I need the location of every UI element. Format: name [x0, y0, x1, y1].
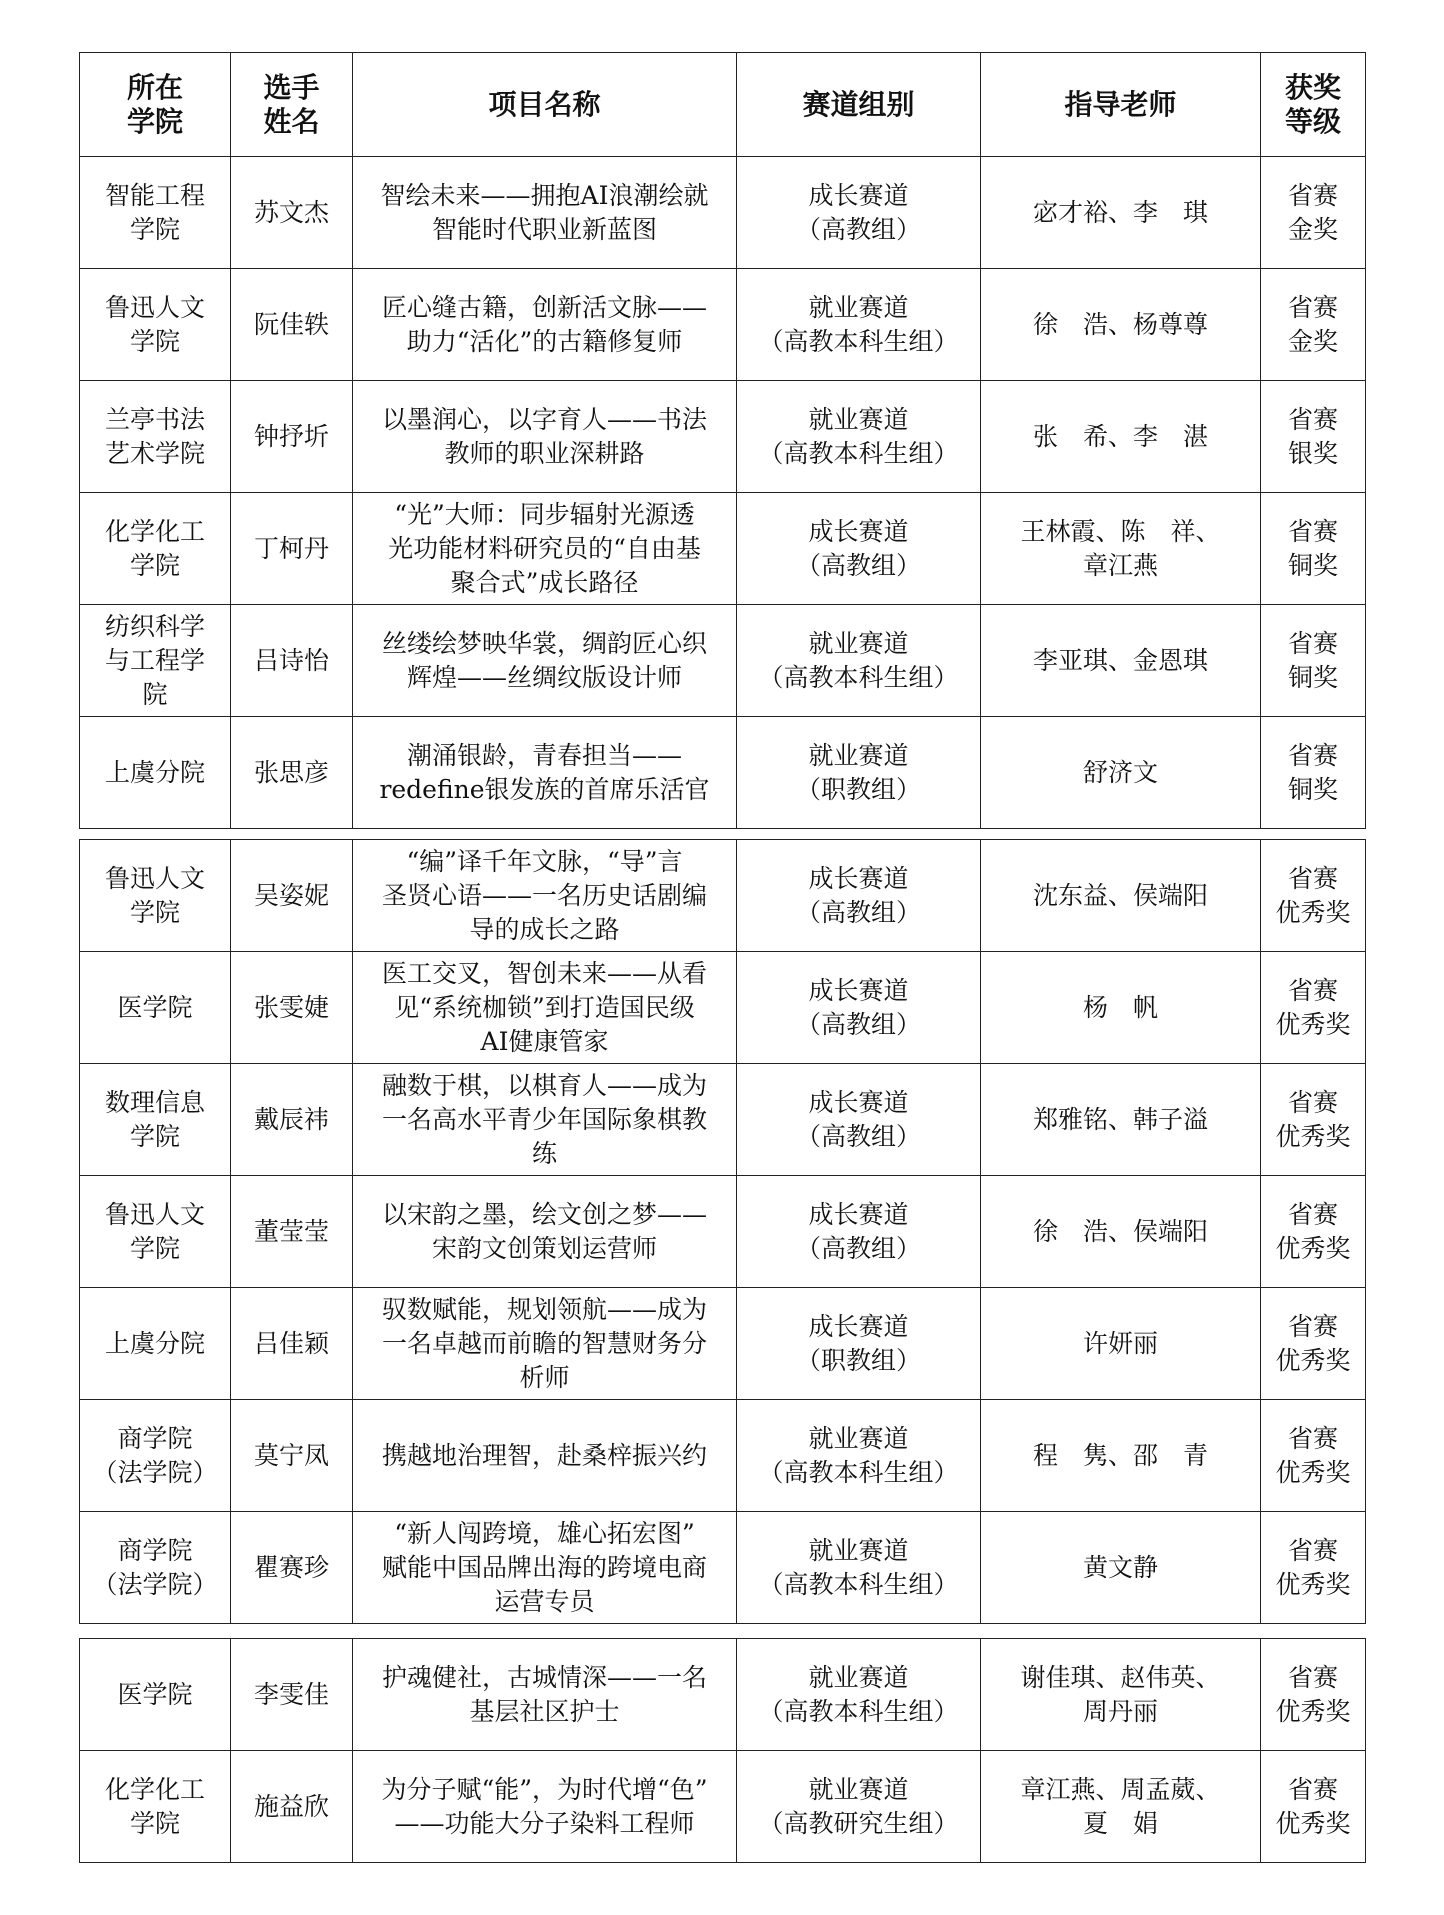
- table-row: [80, 1639, 1366, 1751]
- table-row: [80, 1512, 1366, 1624]
- teacher-cell: 谢佳琪、赵伟英、 周丹丽: [981, 1639, 1261, 1751]
- teacher-cell: 王林霞、陈 祥、 章江燕: [981, 493, 1261, 605]
- college-cell: 上虞分院: [80, 717, 231, 829]
- table-row: [80, 493, 1366, 605]
- name-cell: 莫宁凤: [231, 1400, 353, 1512]
- project-cell: “编”译千年文脉，“导”言 圣贤心语——一名历史话剧编 导的成长之路: [353, 840, 737, 952]
- project-cell: 驭数赋能，规划领航——成为 一名卓越而前瞻的智慧财务分 析师: [353, 1288, 737, 1400]
- college-cell: 数理信息 学院: [80, 1064, 231, 1176]
- teacher-cell: 徐 浩、侯端阳: [981, 1176, 1261, 1288]
- college-cell: 智能工程 学院: [80, 157, 231, 269]
- table-row: [80, 381, 1366, 493]
- award-cell: 省赛 优秀奖: [1261, 1751, 1366, 1863]
- award-cell: 省赛 优秀奖: [1261, 840, 1366, 952]
- track-cell: 就业赛道 （高教研究生组）: [737, 1751, 981, 1863]
- table-row: [80, 1064, 1366, 1176]
- teacher-cell: 章江燕、周孟葳、 夏 娟: [981, 1751, 1261, 1863]
- header-track: 赛道组别: [737, 53, 981, 157]
- track-cell: 就业赛道 （职教组）: [737, 717, 981, 829]
- award-cell: 省赛 优秀奖: [1261, 1400, 1366, 1512]
- project-cell: 医工交叉，智创未来——从看 见“系统枷锁”到打造国民级 AI健康管家: [353, 952, 737, 1064]
- table-row: [80, 1176, 1366, 1288]
- name-cell: 李雯佳: [231, 1639, 353, 1751]
- project-cell: 以宋韵之墨，绘文创之梦—— 宋韵文创策划运营师: [353, 1176, 737, 1288]
- teacher-cell: 张 希、李 湛: [981, 381, 1261, 493]
- track-cell: 成长赛道 （高教组）: [737, 493, 981, 605]
- teacher-cell: 李亚琪、金恩琪: [981, 605, 1261, 717]
- college-cell: 化学化工 学院: [80, 1751, 231, 1863]
- award-cell: 省赛 铜奖: [1261, 717, 1366, 829]
- track-cell: 成长赛道 （高教组）: [737, 840, 981, 952]
- award-cell: 省赛 金奖: [1261, 157, 1366, 269]
- award-cell: 省赛 优秀奖: [1261, 1176, 1366, 1288]
- project-cell: “光”大师：同步辐射光源透 光功能材料研究员的“自由基 聚合式”成长路径: [353, 493, 737, 605]
- track-cell: 成长赛道 （职教组）: [737, 1288, 981, 1400]
- name-cell: 吕诗怡: [231, 605, 353, 717]
- track-cell: 就业赛道 （高教本科生组）: [737, 269, 981, 381]
- track-cell: 就业赛道 （高教本科生组）: [737, 1400, 981, 1512]
- college-cell: 纺织科学 与工程学 院: [80, 605, 231, 717]
- project-cell: 智绘未来——拥抱AI浪潮绘就 智能时代职业新蓝图: [353, 157, 737, 269]
- teacher-cell: 沈东益、侯端阳: [981, 840, 1261, 952]
- teacher-cell: 黄文静: [981, 1512, 1261, 1624]
- name-cell: 瞿赛珍: [231, 1512, 353, 1624]
- college-cell: 鲁迅人文 学院: [80, 269, 231, 381]
- track-cell: 就业赛道 （高教本科生组）: [737, 605, 981, 717]
- award-cell: 省赛 金奖: [1261, 269, 1366, 381]
- header-project: 项目名称: [353, 53, 737, 157]
- teacher-cell: 杨 帆: [981, 952, 1261, 1064]
- award-table-part-2: [79, 839, 1366, 1624]
- project-cell: 丝缕绘梦映华裳，绸韵匠心织 辉煌——丝绸纹版设计师: [353, 605, 737, 717]
- project-cell: 以墨润心，以字育人——书法 教师的职业深耕路: [353, 381, 737, 493]
- table-row: [80, 840, 1366, 952]
- track-cell: 成长赛道 （高教组）: [737, 1064, 981, 1176]
- award-cell: 省赛 铜奖: [1261, 605, 1366, 717]
- project-cell: 融数于棋，以棋育人——成为 一名高水平青少年国际象棋教 练: [353, 1064, 737, 1176]
- track-cell: 成长赛道 （高教组）: [737, 952, 981, 1064]
- college-cell: 鲁迅人文 学院: [80, 840, 231, 952]
- table-row: [80, 1751, 1366, 1863]
- project-cell: 为分子赋“能”，为时代增“色” ——功能大分子染料工程师: [353, 1751, 737, 1863]
- project-cell: 携越地治理智，赴桑梓振兴约: [353, 1400, 737, 1512]
- header-college: 所在 学院: [80, 53, 231, 157]
- teacher-cell: 许妍丽: [981, 1288, 1261, 1400]
- table-row: [80, 157, 1366, 269]
- teacher-cell: 程 隽、邵 青: [981, 1400, 1261, 1512]
- track-cell: 就业赛道 （高教本科生组）: [737, 1512, 981, 1624]
- name-cell: 吕佳颖: [231, 1288, 353, 1400]
- college-cell: 商学院 （法学院）: [80, 1512, 231, 1624]
- teacher-cell: 郑雅铭、韩子溢: [981, 1064, 1261, 1176]
- name-cell: 戴辰祎: [231, 1064, 353, 1176]
- project-cell: 潮涌银龄，青春担当—— redefine银发族的首席乐活官: [353, 717, 737, 829]
- award-cell: 省赛 优秀奖: [1261, 952, 1366, 1064]
- college-cell: 医学院: [80, 952, 231, 1064]
- name-cell: 丁柯丹: [231, 493, 353, 605]
- header-name: 选手 姓名: [231, 53, 353, 157]
- college-cell: 鲁迅人文 学院: [80, 1176, 231, 1288]
- award-table-part-1: [79, 52, 1366, 829]
- award-cell: 省赛 优秀奖: [1261, 1639, 1366, 1751]
- name-cell: 苏文杰: [231, 157, 353, 269]
- name-cell: 钟抒圻: [231, 381, 353, 493]
- table-row: [80, 269, 1366, 381]
- teacher-cell: 舒济文: [981, 717, 1261, 829]
- name-cell: 吴姿妮: [231, 840, 353, 952]
- track-cell: 成长赛道 （高教组）: [737, 1176, 981, 1288]
- teacher-cell: 徐 浩、杨尊尊: [981, 269, 1261, 381]
- college-cell: 兰亭书法 艺术学院: [80, 381, 231, 493]
- award-cell: 省赛 优秀奖: [1261, 1512, 1366, 1624]
- award-table-part-3: [79, 1638, 1366, 1863]
- award-cell: 省赛 银奖: [1261, 381, 1366, 493]
- award-cell: 省赛 优秀奖: [1261, 1064, 1366, 1176]
- college-cell: 商学院 （法学院）: [80, 1400, 231, 1512]
- name-cell: 施益欣: [231, 1751, 353, 1863]
- teacher-cell: 宓才裕、李 琪: [981, 157, 1261, 269]
- project-cell: 匠心缝古籍，创新活文脉—— 助力“活化”的古籍修复师: [353, 269, 737, 381]
- track-cell: 就业赛道 （高教本科生组）: [737, 381, 981, 493]
- name-cell: 张雯婕: [231, 952, 353, 1064]
- table-row: [80, 1288, 1366, 1400]
- table-row: [80, 1400, 1366, 1512]
- college-cell: 化学化工 学院: [80, 493, 231, 605]
- name-cell: 阮佳轶: [231, 269, 353, 381]
- header-award: 获奖 等级: [1261, 53, 1366, 157]
- header-teacher: 指导老师: [981, 53, 1261, 157]
- table-row: [80, 952, 1366, 1064]
- table-row: [80, 605, 1366, 717]
- table-header-row: [80, 53, 1366, 157]
- name-cell: 张思彦: [231, 717, 353, 829]
- table-row: [80, 717, 1366, 829]
- name-cell: 董莹莹: [231, 1176, 353, 1288]
- track-cell: 成长赛道 （高教组）: [737, 157, 981, 269]
- college-cell: 上虞分院: [80, 1288, 231, 1400]
- award-cell: 省赛 优秀奖: [1261, 1288, 1366, 1400]
- college-cell: 医学院: [80, 1639, 231, 1751]
- track-cell: 就业赛道 （高教本科生组）: [737, 1639, 981, 1751]
- award-cell: 省赛 铜奖: [1261, 493, 1366, 605]
- project-cell: 护魂健社，古城情深——一名 基层社区护士: [353, 1639, 737, 1751]
- project-cell: “新人闯跨境，雄心拓宏图” 赋能中国品牌出海的跨境电商 运营专员: [353, 1512, 737, 1624]
